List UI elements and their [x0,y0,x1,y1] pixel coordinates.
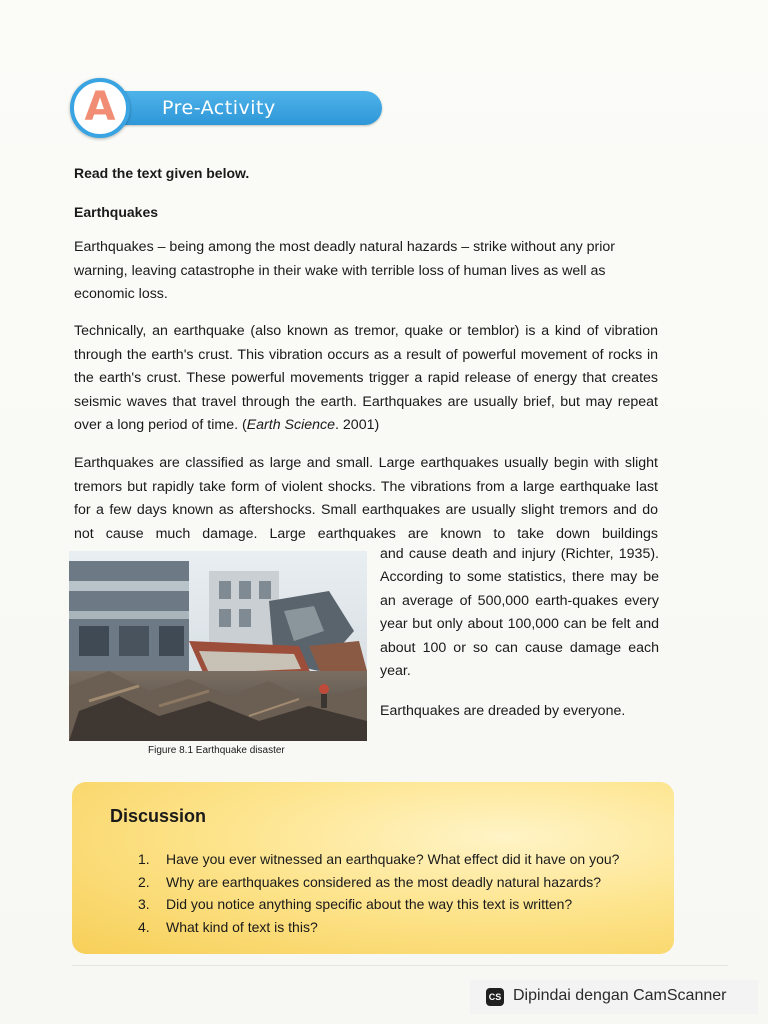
question-item [138,871,668,894]
question-number: 3. [138,896,150,912]
section-badge [70,78,320,138]
discussion-questions [138,848,668,938]
section-letter: A [84,84,116,130]
earthquake-photo [69,551,367,741]
question-number: 4. [138,918,150,935]
paragraph-3-continued: and cause death and injury (Richter, 1935). According to some statistics, there may be an average of 500,000 earth-quakes every year but only about 100,000 can be felt and about 100 or so can cause damage each year. [380,546,659,680]
paragraph-1: Earthquakes – being among the most deadly natural hazards – strike without any prior warning, leaving catastrophe in their wake with terrible loss of human lives as well as economic loss. [74,239,616,302]
camscanner-watermark [470,980,758,1014]
question-text: Why are earthquakes considered as the most deadly natural hazards? [166,873,602,890]
paragraph-2-end: . 2001) [335,417,380,433]
section-title: Pre-Activity [162,97,276,119]
question-item [138,916,668,939]
camscanner-logo-icon: CS [486,988,504,1006]
paragraph-2 [74,320,658,438]
question-item [138,848,668,871]
paragraph-3: Earthquakes are classified as large and small. Large earthquakes usually begin with slight tremors but rapidly take form of violent shocks. The vibrations from a large earthquake last for a few days known as aftershocks. Small earthquakes are usually slight tremors and do not cause much damage. Large earthquakes are known to take down buildings [74,455,658,542]
section-letter-circle [70,78,130,138]
camscanner-text: Dipindai dengan CamScanner [513,987,727,1004]
article-heading: Earthquakes [74,204,159,220]
question-text: Have you ever witnessed an earthquake? What effect did it have on you? [166,851,620,867]
citation-source: Earth Science [246,417,336,433]
paragraph-4: Earthquakes are dreaded by everyone. [380,703,626,719]
question-number: 2. [138,873,150,890]
earthquake-photo-illustration [69,551,367,741]
question-text: Did you notice anything specific about the way this text is written? [166,896,573,912]
discussion-title: Discussion [110,806,207,826]
question-item [138,893,668,916]
paragraph-2-main: Technically, an earthquake (also known as tremor, quake or temblor) is a kind of vibration through the earth's crust. This vibration occurs as a result of powerful movement of rocks in the earth's crust. These powerful movements trigger a rapid release of energy that creates seismic waves that travel through the earth. Earthquakes are usually brief, but may repeat over a long period of time. ( [74,323,658,433]
question-number: 1. [138,851,150,867]
question-text: What kind of text is this? [166,918,318,935]
instruction-text: Read the text given below. [74,165,250,181]
figure-caption: Figure 8.1 Earthquake disaster [148,745,285,756]
page-divider [72,965,728,966]
